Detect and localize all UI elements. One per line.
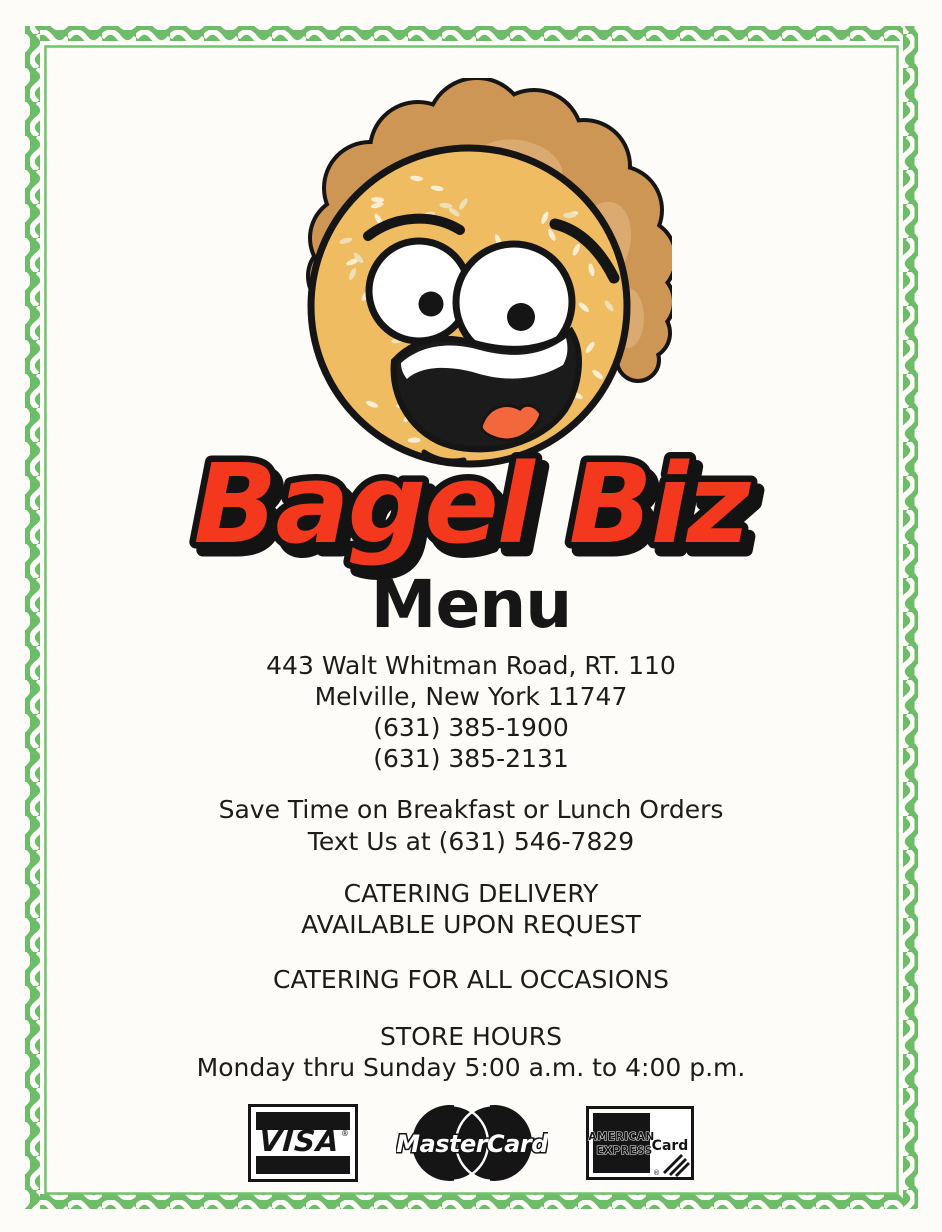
catering-delivery-block [0,878,942,940]
catering-occasions-block [0,964,942,995]
border-band-top [25,26,918,41]
brand-name-text: Bagel Biz [193,440,749,568]
store-hours-line: Monday thru Sunday 5:00 a.m. to 4:00 p.m. [196,1053,746,1082]
catering-request-line: AVAILABLE UPON REQUEST [301,910,641,939]
phone-number-1: (631) 385-1900 [373,713,569,742]
mastercard-text: MasterCard [396,1130,548,1158]
address-street: 443 Walt Whitman Road, RT. 110 [266,651,676,680]
bagel-mascot-icon [272,78,672,473]
border-band-bottom [25,1194,918,1209]
payment-logos-row [0,1100,942,1186]
mastercard-logo-icon [396,1100,548,1186]
amex-card-text: Card [651,1138,689,1154]
address-city: Melville, New York 11747 [314,682,628,711]
amex-express-text: EXPRESS [596,1145,653,1157]
visa-registered-mark: ® [341,1129,349,1138]
amex-logo-icon [586,1106,694,1180]
text-us-line: Text Us at (631) 546-7829 [307,827,635,856]
text-order-block [0,794,942,858]
visa-text: VISA [257,1124,341,1158]
amex-registered-mark: ® [653,1169,660,1177]
store-hours-block [0,1021,942,1083]
amex-american-text: AMERICAN [588,1131,655,1143]
catering-occasions-line: CATERING FOR ALL OCCASIONS [273,965,669,994]
visa-logo-icon [248,1104,358,1182]
page-title: Menu [370,566,572,643]
phone-number-2: (631) 385-2131 [373,744,569,773]
catering-delivery-line: CATERING DELIVERY [343,879,599,908]
save-time-line: Save Time on Breakfast or Lunch Orders [218,795,724,824]
address-block [0,650,942,774]
store-hours-title: STORE HOURS [380,1022,562,1051]
